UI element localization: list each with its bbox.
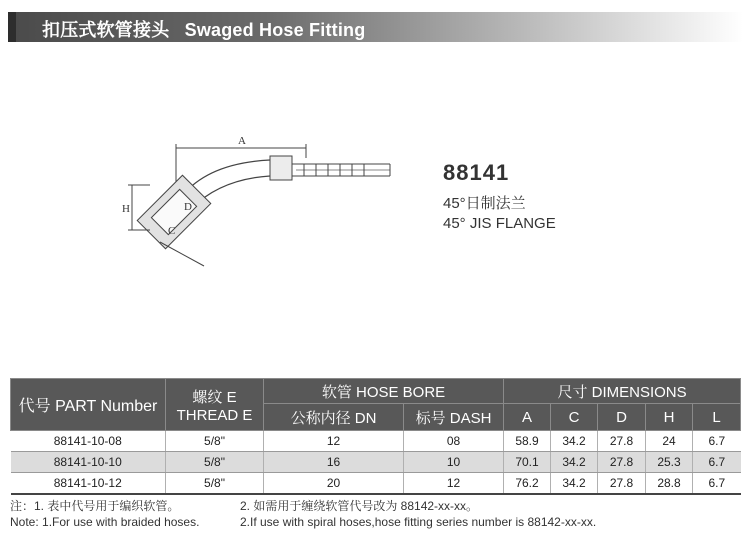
col-l: L <box>693 404 741 431</box>
cell-thread: 5/8" <box>166 431 264 452</box>
cell-dn: 16 <box>264 452 404 473</box>
cell-d: 27.8 <box>598 431 646 452</box>
cell-h: 28.8 <box>646 473 693 495</box>
col-c: C <box>551 404 598 431</box>
header-title-en: Swaged Hose Fitting <box>184 20 366 40</box>
product-number: 88141 <box>443 160 510 185</box>
note-2-cn: 2. 如需用于缠绕软管代号改为 88142-xx-xx。 <box>240 499 479 513</box>
col-thread-en: THREAD E <box>176 406 253 424</box>
cell-dash: 08 <box>404 431 504 452</box>
table-row <box>11 473 741 495</box>
cell-dn: 12 <box>264 431 404 452</box>
cell-dn: 20 <box>264 473 404 495</box>
notes-left <box>10 498 199 530</box>
notes-right <box>240 498 596 530</box>
cell-thread: 5/8" <box>166 452 264 473</box>
product-desc-cn: 45°日制法兰 <box>443 195 526 212</box>
col-d: D <box>598 404 646 431</box>
col-h: H <box>646 404 693 431</box>
cell-d: 27.8 <box>598 473 646 495</box>
cell-c: 34.2 <box>551 452 598 473</box>
cell-part: 88141-10-12 <box>11 473 166 495</box>
table-row <box>11 431 741 452</box>
table-row <box>11 452 741 473</box>
cell-a: 70.1 <box>504 452 551 473</box>
header-title-cn: 扣压式软管接头 <box>42 20 170 40</box>
cell-part: 88141-10-10 <box>11 452 166 473</box>
cell-part: 88141-10-08 <box>11 431 166 452</box>
cell-l: 6.7 <box>693 431 741 452</box>
col-hose-bore: 软管 HOSE BORE <box>264 379 504 404</box>
section-header <box>8 12 743 42</box>
header-title <box>42 16 365 42</box>
cell-a: 76.2 <box>504 473 551 495</box>
col-dimensions: 尺寸 DIMENSIONS <box>504 379 741 404</box>
cell-h: 25.3 <box>646 452 693 473</box>
note-1-en: Note: 1.For use with braided hoses. <box>10 515 200 529</box>
header-accent-bar <box>8 12 16 42</box>
col-a: A <box>504 404 551 431</box>
col-thread <box>166 379 264 431</box>
drawing-label-h: H <box>122 203 130 215</box>
fitting-drawing <box>120 130 420 280</box>
cell-dash: 12 <box>404 473 504 495</box>
cell-c: 34.2 <box>551 473 598 495</box>
cell-h: 24 <box>646 431 693 452</box>
cell-l: 6.7 <box>693 452 741 473</box>
cell-a: 58.9 <box>504 431 551 452</box>
drawing-label-a: A <box>238 135 246 147</box>
cell-c: 34.2 <box>551 431 598 452</box>
note-2-en: 2.If use with spiral hoses,hose fitting series number is 88142-xx-xx. <box>240 515 597 529</box>
col-thread-cn: 螺纹 E <box>192 388 237 406</box>
cell-l: 6.7 <box>693 473 741 495</box>
drawing-label-c: C <box>168 225 176 237</box>
note-1-cn: 注：1. 表中代号用于编织软管。 <box>10 499 180 513</box>
cell-thread: 5/8" <box>166 473 264 495</box>
drawing-label-d: D <box>184 201 192 213</box>
cell-dash: 10 <box>404 452 504 473</box>
col-part-number: 代号 PART Number <box>11 379 166 431</box>
cell-d: 27.8 <box>598 452 646 473</box>
product-info <box>443 160 556 232</box>
spec-table <box>10 378 741 495</box>
col-dn: 公称内径 DN <box>264 404 404 431</box>
product-desc-en: 45° JIS FLANGE <box>443 215 556 232</box>
col-dash: 标号 DASH <box>404 404 504 431</box>
